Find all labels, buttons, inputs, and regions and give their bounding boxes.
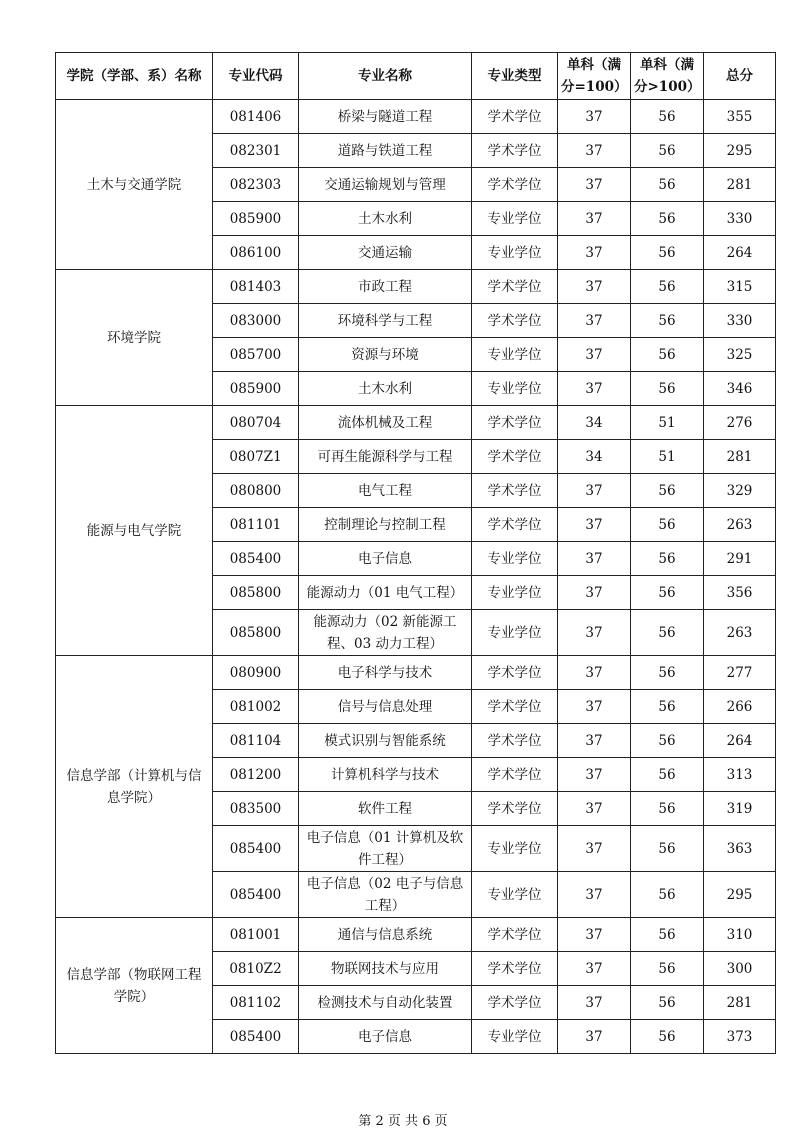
single-over-100-score-cell: 56 <box>631 270 704 304</box>
major-code-cell: 083000 <box>213 304 299 338</box>
major-type-cell: 专业学位 <box>472 872 558 918</box>
total-score-cell: 330 <box>704 202 776 236</box>
header-single-100: 单科（满分=100） <box>558 53 631 100</box>
major-type-cell: 学术学位 <box>472 918 558 952</box>
single-100-score-cell: 37 <box>558 270 631 304</box>
major-name-cell: 土木水利 <box>299 372 472 406</box>
total-score-cell: 276 <box>704 406 776 440</box>
major-name-cell: 电子信息（02 电子与信息工程） <box>299 872 472 918</box>
single-over-100-score-cell: 56 <box>631 168 704 202</box>
single-100-score-cell: 34 <box>558 406 631 440</box>
single-over-100-score-cell: 56 <box>631 542 704 576</box>
total-score-cell: 356 <box>704 576 776 610</box>
major-code-cell: 085400 <box>213 826 299 872</box>
total-score-cell: 281 <box>704 440 776 474</box>
major-type-cell: 学术学位 <box>472 168 558 202</box>
major-name-cell: 电子信息（01 计算机及软件工程） <box>299 826 472 872</box>
single-over-100-score-cell: 56 <box>631 236 704 270</box>
major-code-cell: 080800 <box>213 474 299 508</box>
major-code-cell: 0810Z2 <box>213 952 299 986</box>
page-footer: 第 2 页 共 6 页 <box>358 1114 448 1129</box>
total-score-cell: 295 <box>704 134 776 168</box>
single-100-score-cell: 37 <box>558 758 631 792</box>
single-over-100-score-cell: 56 <box>631 100 704 134</box>
major-name-cell: 模式识别与智能系统 <box>299 724 472 758</box>
major-type-cell: 学术学位 <box>472 758 558 792</box>
major-code-cell: 081002 <box>213 690 299 724</box>
total-score-cell: 281 <box>704 168 776 202</box>
single-100-score-cell: 37 <box>558 202 631 236</box>
single-100-score-cell: 37 <box>558 792 631 826</box>
college-name-cell: 信息学部（物联网工程学院） <box>56 918 213 1054</box>
single-over-100-score-cell: 56 <box>631 134 704 168</box>
single-100-score-cell: 37 <box>558 576 631 610</box>
single-over-100-score-cell: 56 <box>631 758 704 792</box>
total-score-cell: 329 <box>704 474 776 508</box>
major-name-cell: 市政工程 <box>299 270 472 304</box>
total-score-cell: 264 <box>704 236 776 270</box>
major-code-cell: 085800 <box>213 610 299 656</box>
major-type-cell: 学术学位 <box>472 986 558 1020</box>
score-table <box>55 52 776 1054</box>
major-name-cell: 电子科学与技术 <box>299 656 472 690</box>
major-name-cell: 土木水利 <box>299 202 472 236</box>
major-code-cell: 081104 <box>213 724 299 758</box>
total-score-cell: 346 <box>704 372 776 406</box>
header-type: 专业类型 <box>472 53 558 100</box>
major-type-cell: 专业学位 <box>472 1020 558 1054</box>
major-name-cell: 通信与信息系统 <box>299 918 472 952</box>
major-type-cell: 学术学位 <box>472 792 558 826</box>
major-type-cell: 学术学位 <box>472 724 558 758</box>
major-type-cell: 学术学位 <box>472 440 558 474</box>
major-name-cell: 环境科学与工程 <box>299 304 472 338</box>
table-row <box>56 100 776 134</box>
major-name-cell: 交通运输规划与管理 <box>299 168 472 202</box>
total-score-cell: 319 <box>704 792 776 826</box>
single-100-score-cell: 37 <box>558 168 631 202</box>
header-college: 学院（学部、系）名称 <box>56 53 213 100</box>
major-name-cell: 能源动力（02 新能源工程、03 动力工程） <box>299 610 472 656</box>
major-type-cell: 学术学位 <box>472 100 558 134</box>
single-100-score-cell: 37 <box>558 474 631 508</box>
single-over-100-score-cell: 56 <box>631 474 704 508</box>
single-100-score-cell: 37 <box>558 872 631 918</box>
total-score-cell: 277 <box>704 656 776 690</box>
single-100-score-cell: 37 <box>558 656 631 690</box>
total-score-cell: 300 <box>704 952 776 986</box>
major-name-cell: 电子信息 <box>299 1020 472 1054</box>
major-code-cell: 081101 <box>213 508 299 542</box>
major-name-cell: 可再生能源科学与工程 <box>299 440 472 474</box>
total-score-cell: 291 <box>704 542 776 576</box>
total-score-cell: 263 <box>704 610 776 656</box>
single-over-100-score-cell: 51 <box>631 440 704 474</box>
single-100-score-cell: 37 <box>558 1020 631 1054</box>
table-header-row <box>56 53 776 100</box>
header-single-over-100: 单科（满分>100） <box>631 53 704 100</box>
major-type-cell: 专业学位 <box>472 826 558 872</box>
single-100-score-cell: 37 <box>558 690 631 724</box>
major-type-cell: 专业学位 <box>472 202 558 236</box>
total-score-cell: 313 <box>704 758 776 792</box>
single-100-score-cell: 37 <box>558 610 631 656</box>
major-code-cell: 085400 <box>213 542 299 576</box>
single-100-score-cell: 37 <box>558 508 631 542</box>
single-100-score-cell: 37 <box>558 134 631 168</box>
major-type-cell: 学术学位 <box>472 656 558 690</box>
single-over-100-score-cell: 56 <box>631 872 704 918</box>
major-code-cell: 085900 <box>213 372 299 406</box>
single-100-score-cell: 37 <box>558 542 631 576</box>
single-over-100-score-cell: 56 <box>631 986 704 1020</box>
single-100-score-cell: 37 <box>558 338 631 372</box>
single-100-score-cell: 37 <box>558 952 631 986</box>
total-score-cell: 263 <box>704 508 776 542</box>
major-name-cell: 桥梁与隧道工程 <box>299 100 472 134</box>
single-100-score-cell: 37 <box>558 986 631 1020</box>
total-score-cell: 310 <box>704 918 776 952</box>
major-code-cell: 085400 <box>213 872 299 918</box>
major-code-cell: 082301 <box>213 134 299 168</box>
major-type-cell: 专业学位 <box>472 372 558 406</box>
major-name-cell: 交通运输 <box>299 236 472 270</box>
major-type-cell: 学术学位 <box>472 134 558 168</box>
major-type-cell: 专业学位 <box>472 236 558 270</box>
major-type-cell: 学术学位 <box>472 474 558 508</box>
single-100-score-cell: 37 <box>558 304 631 338</box>
total-score-cell: 325 <box>704 338 776 372</box>
major-code-cell: 081001 <box>213 918 299 952</box>
major-code-cell: 081406 <box>213 100 299 134</box>
major-name-cell: 计算机科学与技术 <box>299 758 472 792</box>
single-100-score-cell: 37 <box>558 372 631 406</box>
single-over-100-score-cell: 56 <box>631 826 704 872</box>
single-over-100-score-cell: 56 <box>631 372 704 406</box>
total-score-cell: 281 <box>704 986 776 1020</box>
major-code-cell: 082303 <box>213 168 299 202</box>
major-name-cell: 流体机械及工程 <box>299 406 472 440</box>
major-code-cell: 080704 <box>213 406 299 440</box>
major-code-cell: 085700 <box>213 338 299 372</box>
single-over-100-score-cell: 56 <box>631 338 704 372</box>
table-row <box>56 918 776 952</box>
total-score-cell: 266 <box>704 690 776 724</box>
table-body <box>56 100 776 1054</box>
major-name-cell: 电气工程 <box>299 474 472 508</box>
major-code-cell: 081102 <box>213 986 299 1020</box>
single-over-100-score-cell: 56 <box>631 952 704 986</box>
total-score-cell: 363 <box>704 826 776 872</box>
major-type-cell: 学术学位 <box>472 508 558 542</box>
major-name-cell: 检测技术与自动化装置 <box>299 986 472 1020</box>
single-over-100-score-cell: 56 <box>631 792 704 826</box>
single-over-100-score-cell: 56 <box>631 918 704 952</box>
single-over-100-score-cell: 51 <box>631 406 704 440</box>
total-score-cell: 315 <box>704 270 776 304</box>
single-100-score-cell: 37 <box>558 826 631 872</box>
single-100-score-cell: 37 <box>558 918 631 952</box>
single-over-100-score-cell: 56 <box>631 304 704 338</box>
major-name-cell: 道路与铁道工程 <box>299 134 472 168</box>
single-100-score-cell: 37 <box>558 236 631 270</box>
major-code-cell: 083500 <box>213 792 299 826</box>
major-type-cell: 学术学位 <box>472 952 558 986</box>
major-code-cell: 085800 <box>213 576 299 610</box>
major-name-cell: 控制理论与控制工程 <box>299 508 472 542</box>
table-row <box>56 656 776 690</box>
major-code-cell: 085900 <box>213 202 299 236</box>
single-over-100-score-cell: 56 <box>631 1020 704 1054</box>
major-name-cell: 信号与信息处理 <box>299 690 472 724</box>
college-name-cell: 土木与交通学院 <box>56 100 213 270</box>
major-code-cell: 085400 <box>213 1020 299 1054</box>
major-type-cell: 学术学位 <box>472 690 558 724</box>
total-score-cell: 373 <box>704 1020 776 1054</box>
single-over-100-score-cell: 56 <box>631 656 704 690</box>
major-type-cell: 专业学位 <box>472 576 558 610</box>
single-over-100-score-cell: 56 <box>631 576 704 610</box>
major-code-cell: 081403 <box>213 270 299 304</box>
total-score-cell: 355 <box>704 100 776 134</box>
total-score-cell: 264 <box>704 724 776 758</box>
single-100-score-cell: 37 <box>558 100 631 134</box>
major-type-cell: 学术学位 <box>472 270 558 304</box>
college-name-cell: 能源与电气学院 <box>56 406 213 656</box>
single-over-100-score-cell: 56 <box>631 508 704 542</box>
single-over-100-score-cell: 56 <box>631 202 704 236</box>
major-type-cell: 专业学位 <box>472 610 558 656</box>
major-type-cell: 专业学位 <box>472 338 558 372</box>
major-type-cell: 专业学位 <box>472 542 558 576</box>
major-code-cell: 086100 <box>213 236 299 270</box>
major-name-cell: 电子信息 <box>299 542 472 576</box>
total-score-cell: 295 <box>704 872 776 918</box>
table-row <box>56 406 776 440</box>
table-row <box>56 270 776 304</box>
major-name-cell: 资源与环境 <box>299 338 472 372</box>
major-type-cell: 学术学位 <box>472 406 558 440</box>
single-100-score-cell: 37 <box>558 724 631 758</box>
single-over-100-score-cell: 56 <box>631 690 704 724</box>
single-100-score-cell: 34 <box>558 440 631 474</box>
college-name-cell: 环境学院 <box>56 270 213 406</box>
major-code-cell: 080900 <box>213 656 299 690</box>
major-code-cell: 0807Z1 <box>213 440 299 474</box>
college-name-cell: 信息学部（计算机与信息学院） <box>56 656 213 918</box>
single-over-100-score-cell: 56 <box>631 610 704 656</box>
major-name-cell: 物联网技术与应用 <box>299 952 472 986</box>
major-name-cell: 能源动力（01 电气工程） <box>299 576 472 610</box>
single-over-100-score-cell: 56 <box>631 724 704 758</box>
major-type-cell: 学术学位 <box>472 304 558 338</box>
major-name-cell: 软件工程 <box>299 792 472 826</box>
header-code: 专业代码 <box>213 53 299 100</box>
header-name: 专业名称 <box>299 53 472 100</box>
total-score-cell: 330 <box>704 304 776 338</box>
major-code-cell: 081200 <box>213 758 299 792</box>
header-total: 总分 <box>704 53 776 100</box>
